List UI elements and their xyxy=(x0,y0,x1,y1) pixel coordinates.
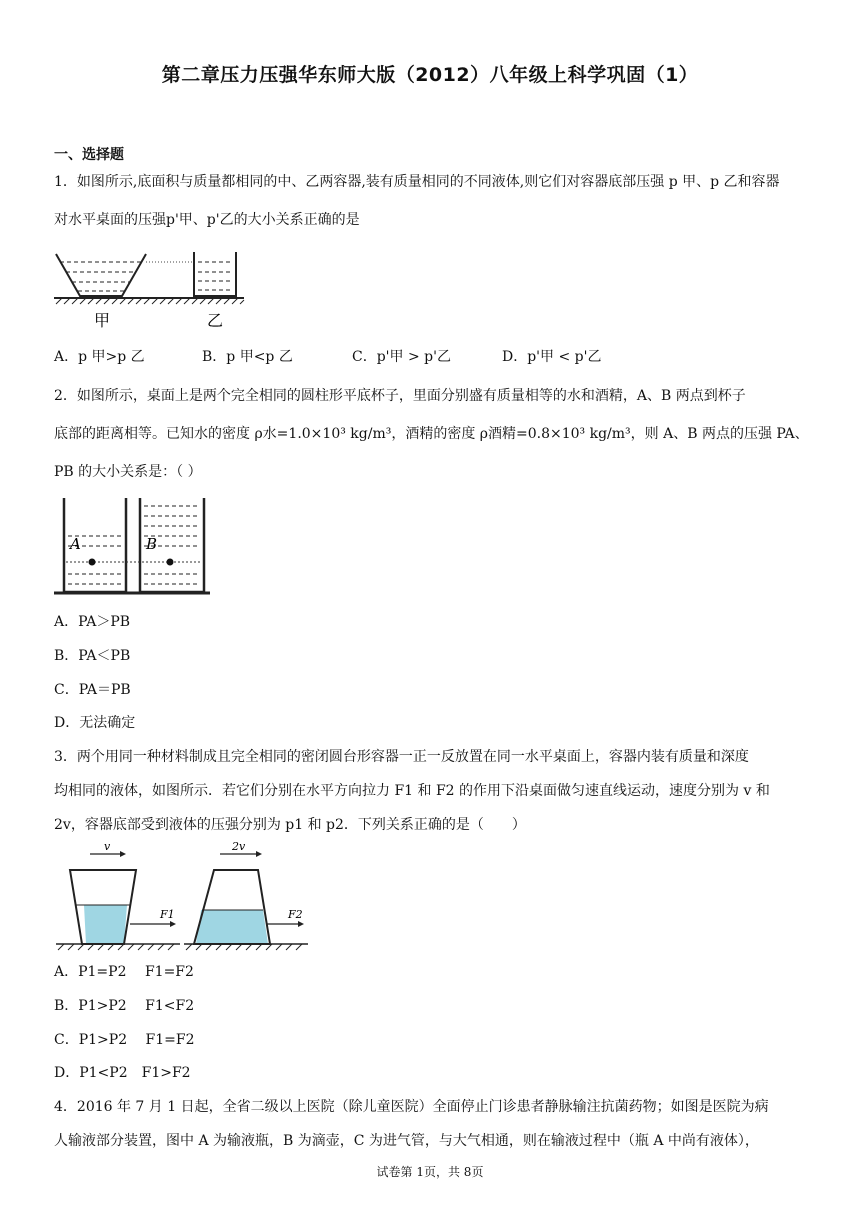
section-heading: 一、选择题 xyxy=(54,147,124,163)
q2-option-b[interactable]: B．PA＜PB xyxy=(54,648,131,664)
q3-label-f1: F1 xyxy=(160,908,175,921)
q1-label-yi: 乙 xyxy=(207,311,224,330)
q3-text-line3: 2v，容器底部受到液体的压强分别为 p1 和 p2．下列关系正确的是（ ） xyxy=(54,817,526,833)
q2-label-b: B xyxy=(146,535,158,553)
q3-label-v: v xyxy=(104,840,111,853)
q4-text-line1: 4．2016 年 7 月 1 日起，全省二级以上医院（除儿童医院）全面停止门诊患者静脉输注抗菌药物；如图是医院为病 xyxy=(54,1099,769,1115)
q3-option-c[interactable]: C．P1>P2 F1=F2 xyxy=(54,1032,195,1048)
q1-option-b[interactable]: B．p 甲<p 乙 xyxy=(202,349,293,365)
q2-label-a: A xyxy=(70,535,81,553)
q3-text-line2: 均相同的液体，如图所示．若它们分别在水平方向拉力 F1 和 F2 的作用下沿桌面做匀速直线运动，速度分别为 v 和 xyxy=(54,783,770,799)
q2-option-c[interactable]: C．PA＝PB xyxy=(54,682,131,698)
q3-text-line1: 3．两个用同一种材料制成且完全相同的密闭圆台形容器一正一反放置在同一水平桌面上，容器内装有质量和深度 xyxy=(54,749,749,765)
q1-option-d[interactable]: D．p'甲 < p'乙 xyxy=(502,349,602,365)
q3-option-d[interactable]: D．P1<P2 F1>F2 xyxy=(54,1065,191,1081)
q2-text-line3: PB 的大小关系是：（ ） xyxy=(54,464,202,480)
q4-text-line2: 人输液部分装置，图中 A 为输液瓶，B 为滴壶，C 为进气管，与大气相通，则在输液过程中（瓶 A 中尚有液体）， xyxy=(54,1133,759,1149)
q1-options xyxy=(54,346,814,370)
q1-text-line2: 对水平桌面的压强p'甲、p'乙的大小关系正确的是 xyxy=(54,212,360,228)
q1-label-jia: 甲 xyxy=(94,311,111,330)
page-footer: 试卷第 1页，共 8页 xyxy=(376,1165,484,1179)
q2-option-a[interactable]: A．PA＞PB xyxy=(54,614,131,630)
q3-label-f2: F2 xyxy=(288,908,303,921)
q3-label-2v: 2v xyxy=(232,840,246,853)
q3-option-b[interactable]: B．P1>P2 F1<F2 xyxy=(54,998,195,1014)
q1-figure xyxy=(52,248,252,330)
q1-text-line1: 1．如图所示,底面积与质量都相同的中、乙两容器,装有质量相同的不同液体,则它们对容器底部压强 p 甲、p 乙和容器 xyxy=(54,174,780,190)
q1-option-a[interactable]: A．p 甲>p 乙 xyxy=(54,349,145,365)
q1-option-c[interactable]: C．p'甲 > p'乙 xyxy=(352,349,451,365)
q3-option-a[interactable]: A．P1=P2 F1=F2 xyxy=(54,964,194,980)
page-title: 第二章压力压强华东师大版（2012）八年级上科学巩固（1） xyxy=(161,64,699,86)
q3-figure xyxy=(52,840,312,955)
q2-option-d[interactable]: D．无法确定 xyxy=(54,715,136,731)
q2-figure xyxy=(52,496,212,596)
q2-text-line2: 底部的距离相等。已知水的密度 ρ水=1.0×10³ kg/m³，酒精的密度 ρ酒精=0.8×10³ kg/m³，则 A、B 两点的压强 PA、 xyxy=(54,426,809,442)
q2-text-line1: 2．如图所示，桌面上是两个完全相同的圆柱形平底杯子，里面分别盛有质量相等的水和酒精，A、B 两点到杯子 xyxy=(54,388,746,404)
